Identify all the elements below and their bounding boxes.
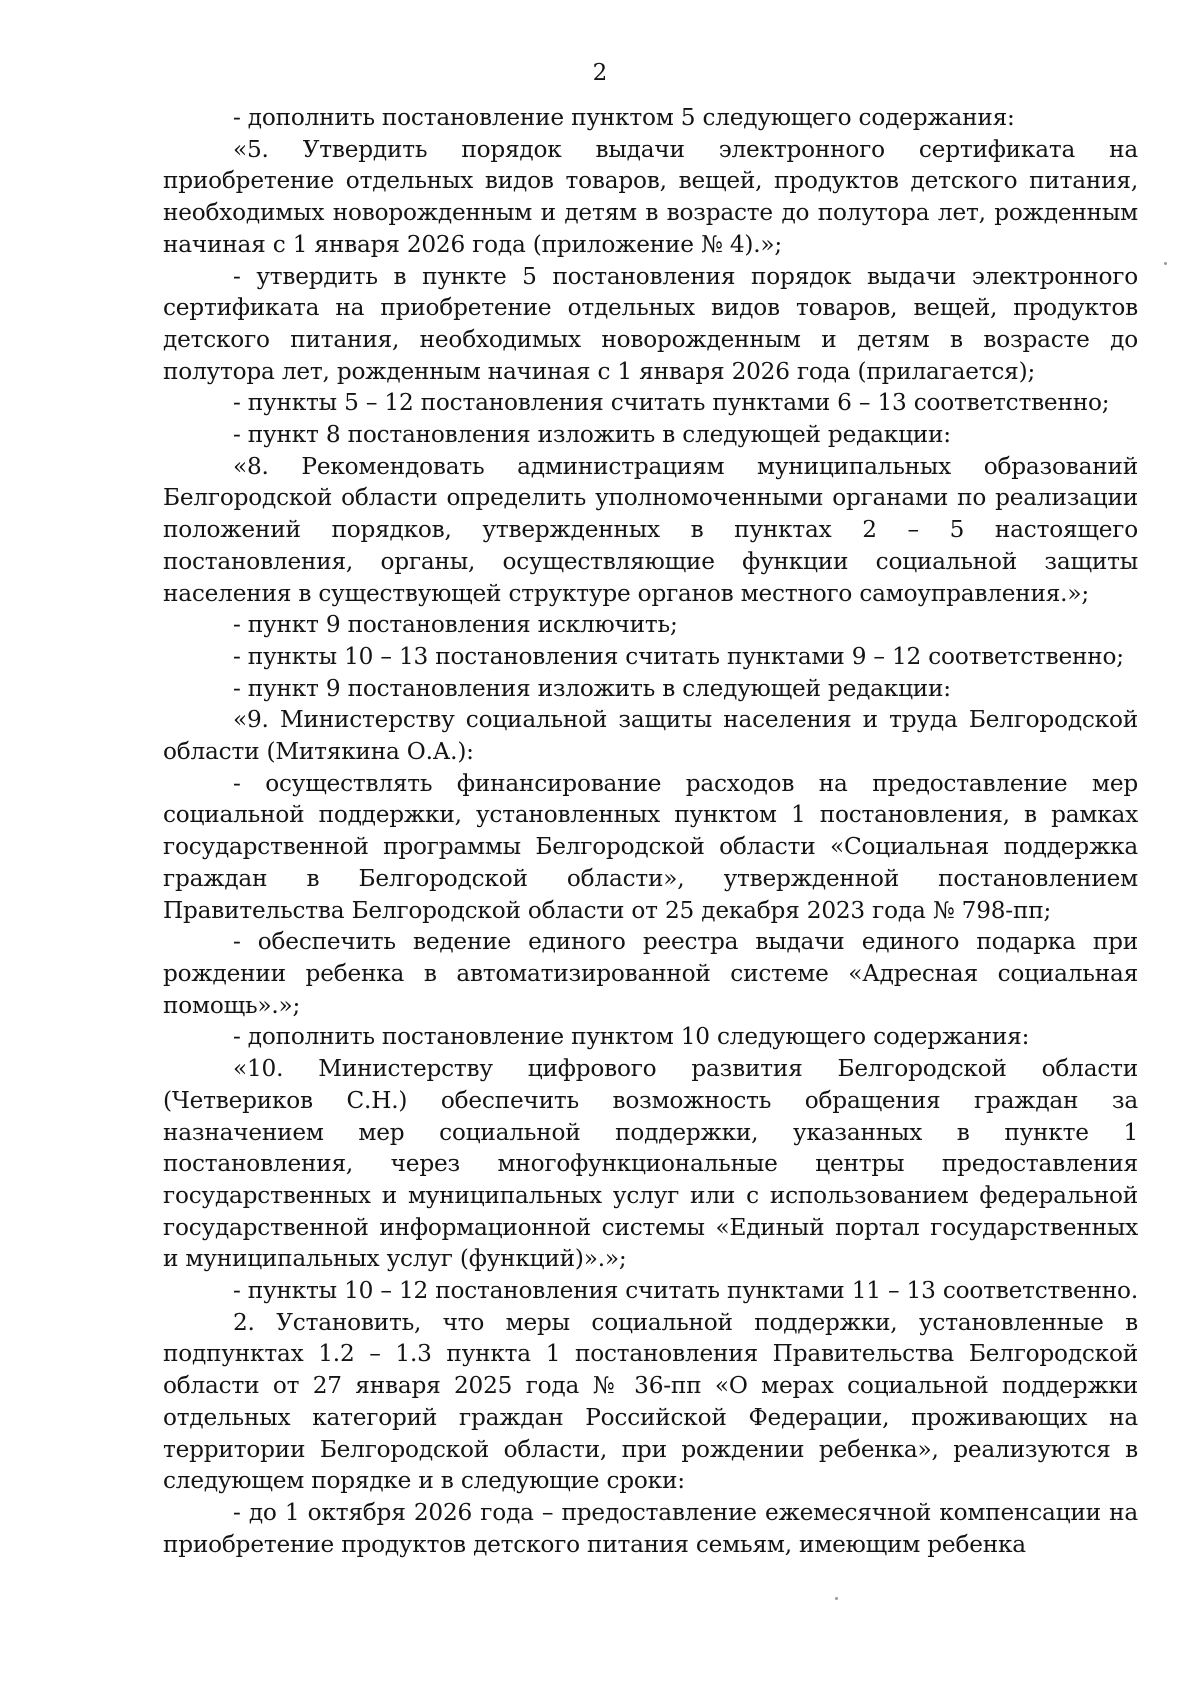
paragraph: «8. Рекомендовать администрациям муниципальных образований Белгородской области определить уполномоченными органами по реализации положений порядков, утвержденных в пунктах 2 – 5 настоящего постановления, органы, осуществляющие функции социальной защиты населения в существующей структуре органов местного самоуправления.»; [163, 452, 1138, 607]
paragraph: - пункты 10 – 13 постановления считать пунктами 9 – 12 соответственно; [233, 642, 1124, 670]
paragraph: «9. Министерству социальной защиты населения и труда Белгородской области (Митякина О.А.): [163, 706, 1138, 766]
paragraph: - пункты 5 – 12 постановления считать пунктами 6 – 13 соответственно; [233, 389, 1110, 417]
paragraph: - дополнить постановление пунктом 5 следующего содержания: [233, 104, 1015, 131]
paragraph: - дополнить постановление пунктом 10 следующего содержания: [233, 1023, 1030, 1051]
paragraph: - обеспечить ведение единого реестра выдачи единого подарка при рождении ребенка в автоматизированной системе «Адресная социальная помощь».»; [163, 928, 1138, 1019]
paragraph: - до 1 октября 2026 года – предоставление ежемесячной компенсации на приобретение продуктов детского питания семьям, имеющим ребенка [163, 1498, 1138, 1558]
document-body [163, 102, 1138, 1560]
paragraph: - утвердить в пункте 5 постановления порядок выдачи электронного сертификата на приобретение отдельных видов товаров, вещей, продуктов детского питания, необходимых новорожденным и детям в возрасте до полутора лет, рожденным начиная с 1 января 2026 года (прилагается); [163, 262, 1138, 385]
paragraph: «5. Утвердить порядок выдачи электронного сертификата на приобретение отдельных видов товаров, вещей, продуктов детского питания, необходимых новорожденным и детям в возрасте до полутора лет, рожденным начиная с 1 января 2026 года (приложение № 4).»; [163, 135, 1138, 258]
page-number: 2 [592, 60, 608, 86]
paragraph: - пункт 8 постановления изложить в следующей редакции: [233, 421, 951, 449]
paragraph: «10. Министерству цифрового развития Белгородской области (Четвериков С.Н.) обеспечить возможность обращения граждан за назначением мер социальной поддержки, указанных в пункте 1 постановления, через многофункциональные центры предоставления государственных и муниципальных услуг или с использованием федеральной государственной информационной системы «Единый портал государственных и муниципальных услуг (функций)».»; [163, 1055, 1138, 1273]
scan-speck [835, 1597, 838, 1600]
paragraph: - пункты 10 – 12 постановления считать пунктами 11 – 13 соответственно. [233, 1277, 1138, 1305]
paragraph: - осуществлять финансирование расходов на предоставление мер социальной поддержки, установленных пунктом 1 постановления, в рамках государственной программы Белгородской области «Социальная поддержка граждан в Белгородской области», утвержденной постановлением Правительства Белгородской области от 25 декабря 2023 года № 798-пп; [163, 769, 1138, 924]
paragraph: 2. Установить, что меры социальной поддержки, установленные в подпунктах 1.2 – 1.3 пункта 1 постановления Правительства Белгородской области от 27 января 2025 года № 36-пп «О мерах социальной поддержки отдельных категорий граждан Российской Федерации, проживающих на территории Белгородской области, при рождении ребенка», реализуются в следующем порядке и в следующие сроки: [163, 1308, 1138, 1495]
paragraph: - пункт 9 постановления изложить в следующей редакции: [233, 674, 951, 702]
scan-speck [1164, 262, 1167, 265]
paragraph: - пункт 9 постановления исключить; [233, 611, 678, 639]
